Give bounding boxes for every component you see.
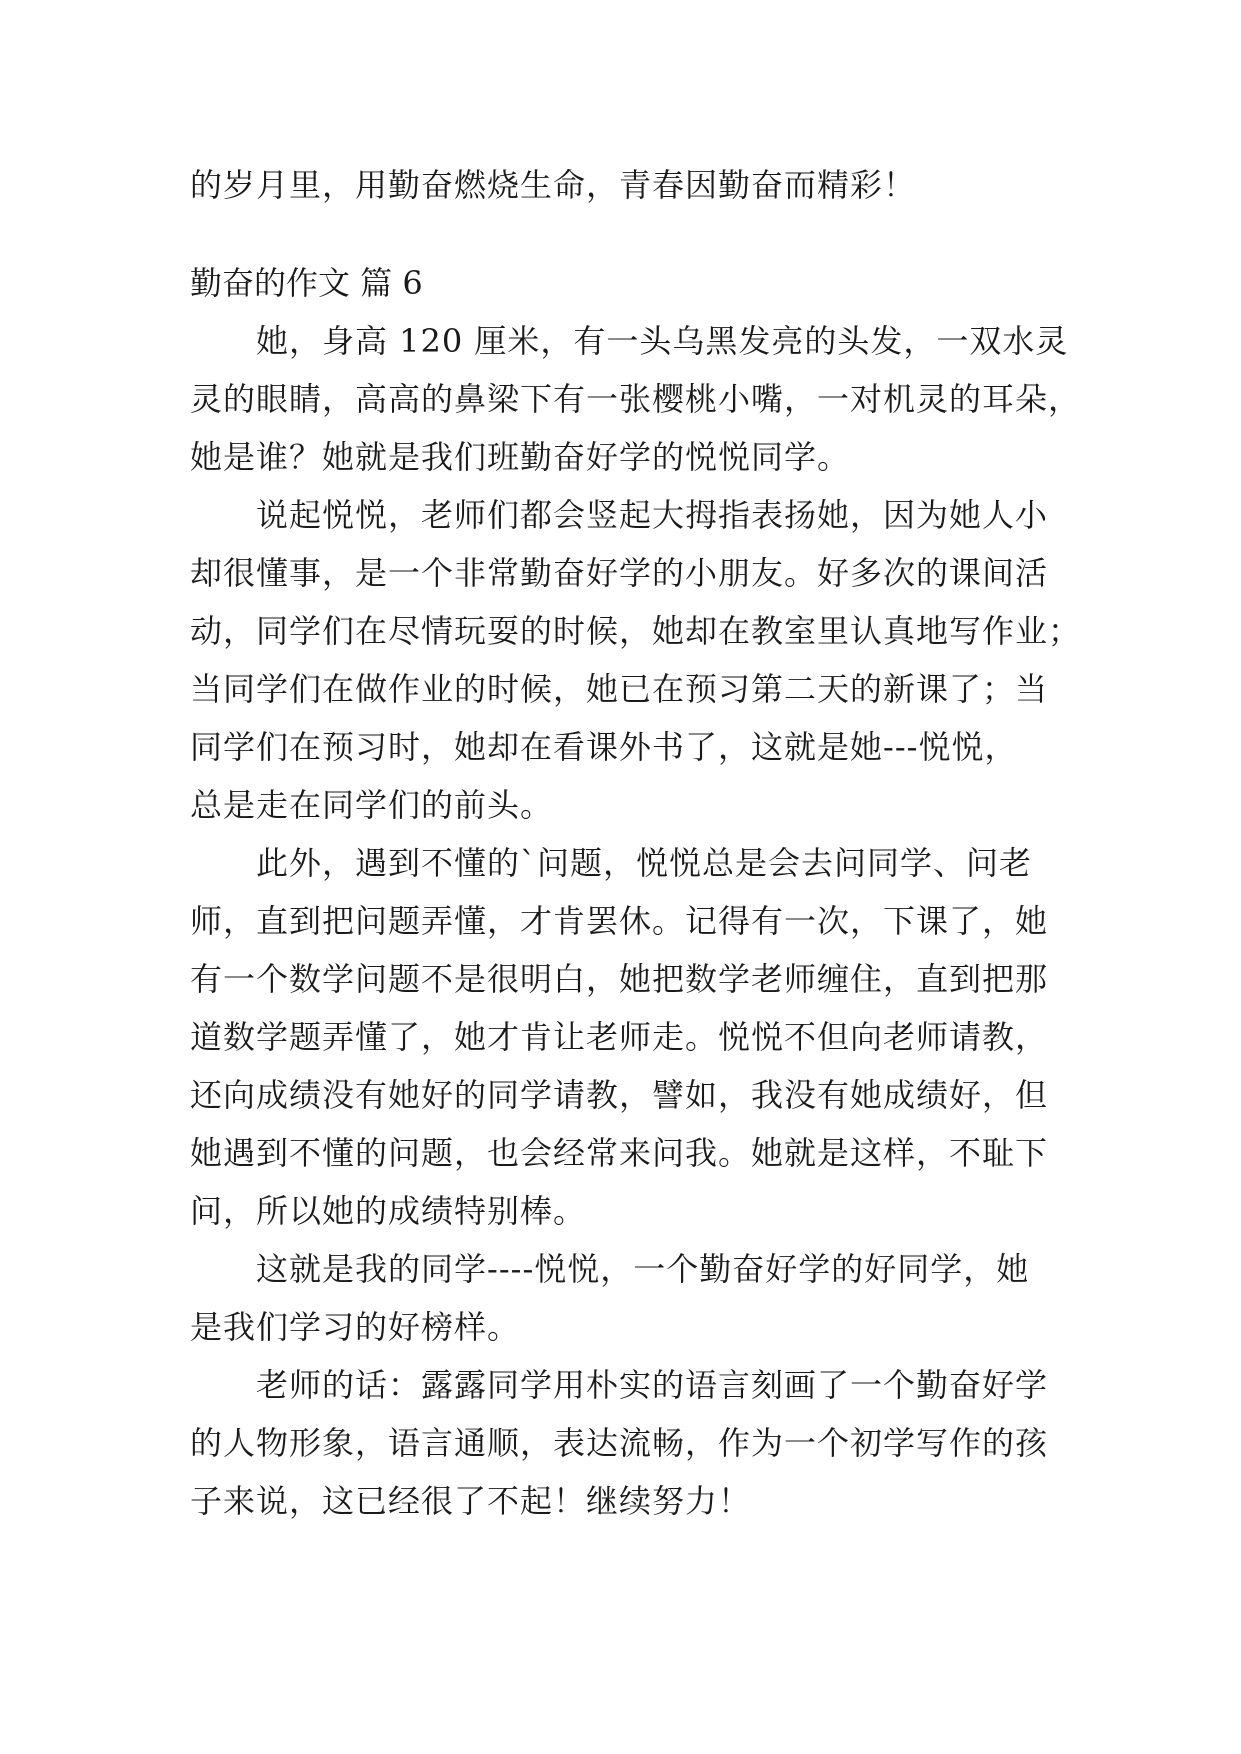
paragraph-line: 此外，遇到不懂的`问题，悦悦总是会去问同学、问老 [256,844,1033,882]
paragraph-line: 问，所以她的成绩特别棒。 [190,1192,587,1230]
paragraph-line: 当同学们在做作业的时候，她已在预习第二天的新课了；当 [190,670,1049,708]
paragraph-line: 说起悦悦，老师们都会竖起大拇指表扬她，因为她人小 [256,496,1049,534]
paragraph-line: 师，直到把问题弄懂，才肯罢休。记得有一次，下课了，她 [190,902,1049,940]
paragraph-line: 她是谁？她就是我们班勤奋好学的悦悦同学。 [190,438,851,476]
paragraph-line: 还向成绩没有她好的同学请教，譬如，我没有她成绩好，但 [190,1076,1049,1114]
paragraph-line: 却很懂事，是一个非常勤奋好学的小朋友。好多次的课间活 [190,554,1049,592]
document-page [190,156,1082,1530]
paragraph-line: 她，身高 120 厘米，有一头乌黑发亮的头发，一双水灵 [256,322,1069,360]
paragraph-line: 她遇到不懂的问题，也会经常来问我。她就是这样，不耻下 [190,1134,1049,1172]
paragraph-line: 总是走在同学们的前头。 [190,786,554,824]
paragraph-line: 老师的话：露露同学用朴实的语言刻画了一个勤奋好学 [256,1366,1049,1404]
paragraph-line: 有一个数学问题不是很明白，她把数学老师缠住，直到把那 [190,960,1049,998]
paragraph-2 [190,486,1082,834]
paragraph-line: 的人物形象，语言通顺，表达流畅，作为一个初学写作的孩 [190,1424,1049,1462]
opening-line: 的岁月里，用勤奋燃烧生命，青春因勤奋而精彩！ [190,166,917,204]
paragraph-line: 是我们学习的好榜样。 [190,1308,521,1346]
paragraph-line: 同学们在预习时，她却在看课外书了，这就是她---悦悦， [190,728,1018,766]
paragraph-line: 这就是我的同学----悦悦，一个勤奋好学的好同学，她 [256,1250,1030,1288]
section-heading: 勤奋的作文 篇 6 [190,264,423,302]
paragraph-1 [190,312,1082,486]
paragraph-5 [190,1356,1060,1530]
paragraph-line: 灵的眼睛，高高的鼻梁下有一张樱桃小嘴，一对机灵的耳朵， [190,380,1082,418]
paragraph-line: 子来说，这已经很了不起！继续努力！ [190,1482,752,1520]
paragraph-3 [190,834,1060,1240]
paragraph-line: 动，同学们在尽情玩耍的时候，她却在教室里认真地写作业； [190,612,1082,650]
paragraph-line: 道数学题弄懂了，她才肯让老师走。悦悦不但向老师请教， [190,1018,1049,1056]
paragraph-4 [190,1240,1060,1356]
